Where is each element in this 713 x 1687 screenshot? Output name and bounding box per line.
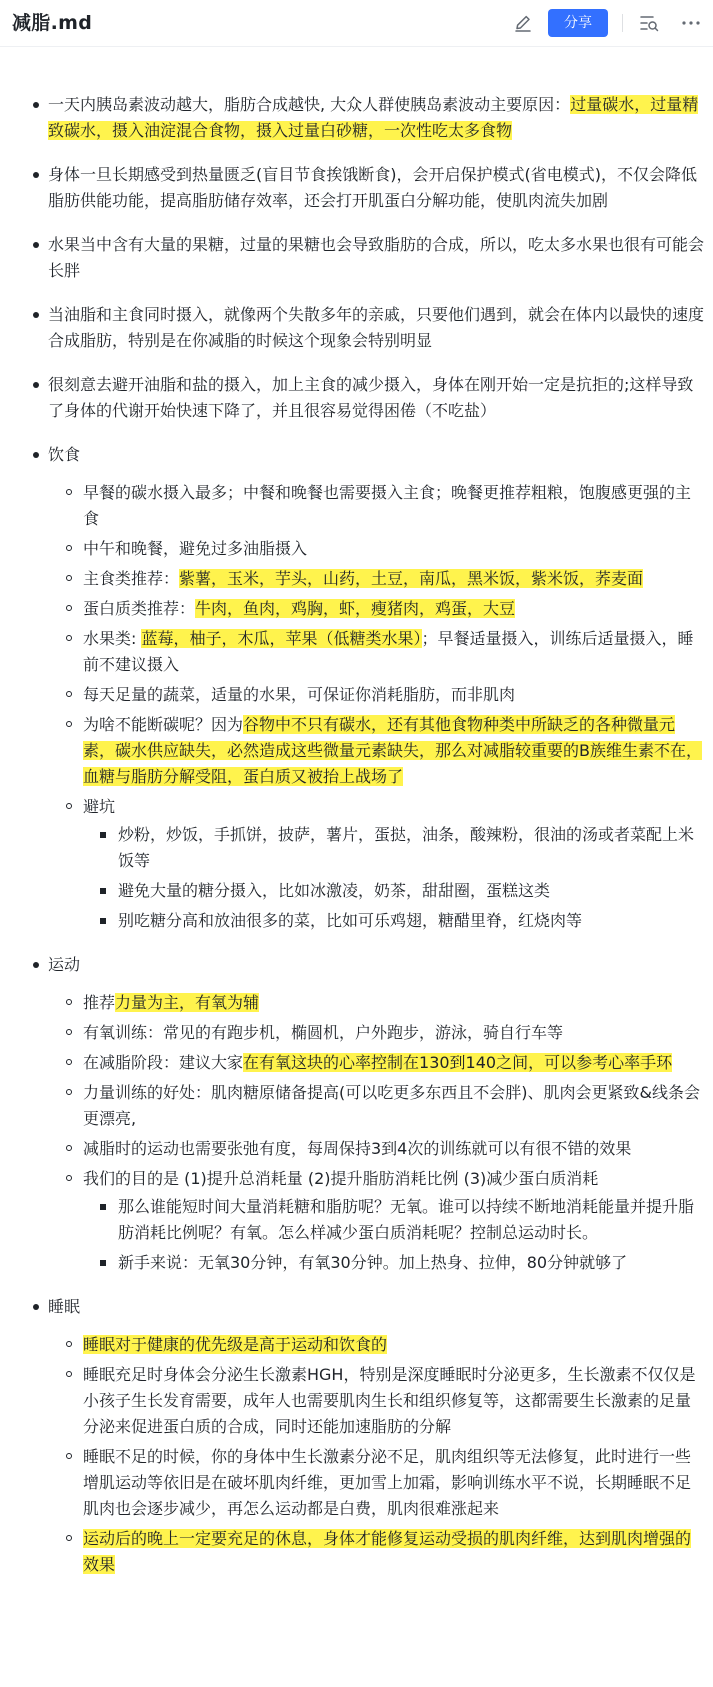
highlight: 牛肉，鱼肉，鸡胸，虾，瘦猪肉，鸡蛋，大豆	[195, 599, 516, 618]
section-label: 饮食	[48, 445, 81, 464]
sub-sub-list	[83, 1194, 704, 1276]
list-item: 有氧训练：常见的有跑步机，椭圆机，户外跑步，游泳，骑自行车等	[48, 1020, 704, 1046]
list-item: 我们的目的是 (1)提升总消耗量 (2)提升脂肪消耗比例 (3)减少蛋白质消耗 那么谁能短时间大量消耗糖和脂肪呢？无氧。谁可以持续不断地消耗能量并提升脂肪消耗比例呢？有氧。怎么样减少蛋白质消耗呢？控制总运动时长。 新手来说：无氧30分钟，有氧30分钟。加上热身、拉伸，80分钟就够了	[48, 1166, 704, 1276]
sub-sub-list	[83, 822, 704, 934]
edit-pencil-icon[interactable]	[512, 12, 534, 34]
section-sleep	[0, 1294, 713, 1578]
list-item: 蛋白质类推荐：牛肉，鱼肉，鸡胸，虾，瘦猪肉，鸡蛋，大豆	[48, 596, 704, 622]
section-label: 睡眠	[48, 1297, 81, 1316]
highlight: 运动后的晚上一定要充足的休息，身体才能修复运动受损的肌肉纤维，达到肌肉增强的效果	[83, 1529, 692, 1574]
highlight: 力量为主，有氧为辅	[115, 993, 260, 1012]
section-diet	[0, 442, 713, 934]
list-item: 减脂时的运动也需要张弛有度，每周保持3到4次的训练就可以有很不错的效果	[48, 1136, 704, 1162]
share-button[interactable]: 分享	[548, 9, 608, 37]
list-item: 水果当中含有大量的果糖，过量的果糖也会导致脂肪的合成，所以，吃太多水果也很有可能会长胖	[0, 232, 713, 284]
more-dots-icon[interactable]	[680, 12, 702, 34]
list-item	[48, 1332, 704, 1358]
outline-search-icon[interactable]	[638, 12, 660, 34]
highlight: 谷物中不只有碳水，还有其他食物种类中所缺乏的各种微量元素，碳水供应缺失，必然造成这些微量元素缺失，那么对减脂较重要的B族维生素不在，血糖与脂肪分解受阻，蛋白质又被抬上战场了	[83, 715, 702, 786]
list-item: 一天内胰岛素波动越大，脂肪合成越快, 大众人群使胰岛素波动主要原因：过量碳水，过量精致碳水，摄入油淀混合食物，摄入过量白砂糖，一次性吃太多食物	[0, 92, 713, 144]
list-item: 睡眠充足时身体会分泌生长激素HGH，特别是深度睡眠时分泌更多，生长激素不仅仅是小孩子生长发育需要，成年人也需要肌肉生长和组织修复等，这都需要生长激素的足量分泌来促进蛋白质的合成，同时还能加速脂肪的分解	[48, 1362, 704, 1440]
list-item: 身体一旦长期感受到热量匮乏(盲目节食挨饿断食)，会开启保护模式(省电模式)，不仅会降低脂肪供能功能，提高脂肪储存效率，还会打开肌蛋白分解功能，使肌肉流失加剧	[0, 162, 713, 214]
list-item: 新手来说：无氧30分钟，有氧30分钟。加上热身、拉伸，80分钟就够了	[83, 1250, 704, 1276]
list-item: 水果类: 蓝莓，柚子，木瓜，苹果（低糖类水果）；早餐适量摄入，训练后适量摄入，睡前不建议摄入	[48, 626, 704, 678]
list-item: 每天足量的蔬菜，适量的水果，可保证你消耗脂肪，而非肌肉	[48, 682, 704, 708]
highlight: 过量碳水，过量精致碳水，摄入油淀混合食物，摄入过量白砂糖，一次性吃太多食物	[48, 95, 699, 140]
top-bar	[0, 0, 713, 47]
list-item: 避免大量的糖分摄入，比如冰激凌，奶茶，甜甜圈，蛋糕这类	[83, 878, 704, 904]
list-item	[48, 794, 704, 934]
section-label: 运动	[48, 955, 81, 974]
sub-list	[48, 480, 704, 934]
list-item: 为啥不能断碳呢？因为谷物中不只有碳水，还有其他食物种类中所缺乏的各种微量元素，碳水供应缺失，必然造成这些微量元素缺失，那么对减脂较重要的B族维生素不在，血糖与脂肪分解受阻，蛋白质又被抬上战场了	[48, 712, 704, 790]
highlight: 睡眠对于健康的优先级是高于运动和饮食的	[83, 1335, 388, 1354]
sub-list	[48, 1332, 704, 1578]
bullet-list	[0, 92, 713, 1578]
list-item: 很刻意去避开油脂和盐的摄入，加上主食的减少摄入，身体在刚开始一定是抗拒的;这样导致了身体的代谢开始快速下降了，并且很容易觉得困倦（不吃盐）	[0, 372, 713, 424]
list-item: 推荐力量为主，有氧为辅	[48, 990, 704, 1016]
list-item: 中午和晚餐，避免过多油脂摄入	[48, 536, 704, 562]
list-item: 主食类推荐：紫薯，玉米，芋头，山药，土豆，南瓜，黑米饭，紫米饭，荞麦面	[48, 566, 704, 592]
list-item: 力量训练的好处：肌肉糖原储备提高(可以吃更多东西且不会胖)、肌肉会更紧致&线条会更漂亮,	[48, 1080, 704, 1132]
highlight: 在有氧这块的心率控制在130到140之间，可以参考心率手环	[243, 1053, 673, 1072]
sub-list	[48, 990, 704, 1276]
document-title: 减脂.md	[12, 12, 93, 34]
toolbar-divider	[622, 14, 623, 32]
section-sport	[0, 952, 713, 1276]
list-item: 当油脂和主食同时摄入，就像两个失散多年的亲戚，只要他们遇到，就会在体内以最快的速度合成脂肪，特别是在你减脂的时候这个现象会特别明显	[0, 302, 713, 354]
highlight: 蓝莓，柚子，木瓜，苹果（低糖类水果）	[141, 629, 422, 648]
list-item: 睡眠不足的时候，你的身体中生长激素分泌不足，肌肉组织等无法修复，此时进行一些增肌运动等依旧是在破坏肌肉纤维，更加雪上加霜，影响训练水平不说，长期睡眠不足肌肉也会逐步减少，再怎么运动都是白费，肌肉很难涨起来	[48, 1444, 704, 1522]
list-item: 炒粉，炒饭，手抓饼，披萨，薯片，蛋挞，油条，酸辣粉，很油的汤或者菜配上米饭等	[83, 822, 704, 874]
sub-section-label: 避坑	[83, 797, 116, 816]
document-body	[0, 92, 713, 1596]
list-item: 别吃糖分高和放油很多的菜，比如可乐鸡翅，糖醋里脊，红烧肉等	[83, 908, 704, 934]
list-item: 那么谁能短时间大量消耗糖和脂肪呢？无氧。谁可以持续不断地消耗能量并提升脂肪消耗比例呢？有氧。怎么样减少蛋白质消耗呢？控制总运动时长。	[83, 1194, 704, 1246]
list-item	[48, 1526, 704, 1578]
list-item: 在减脂阶段：建议大家在有氧这块的心率控制在130到140之间，可以参考心率手环	[48, 1050, 704, 1076]
highlight: 紫薯，玉米，芋头，山药，土豆，南瓜，黑米饭，紫米饭，荞麦面	[179, 569, 644, 588]
list-item: 早餐的碳水摄入最多；中餐和晚餐也需要摄入主食；晚餐更推荐粗粮，饱腹感更强的主食	[48, 480, 704, 532]
